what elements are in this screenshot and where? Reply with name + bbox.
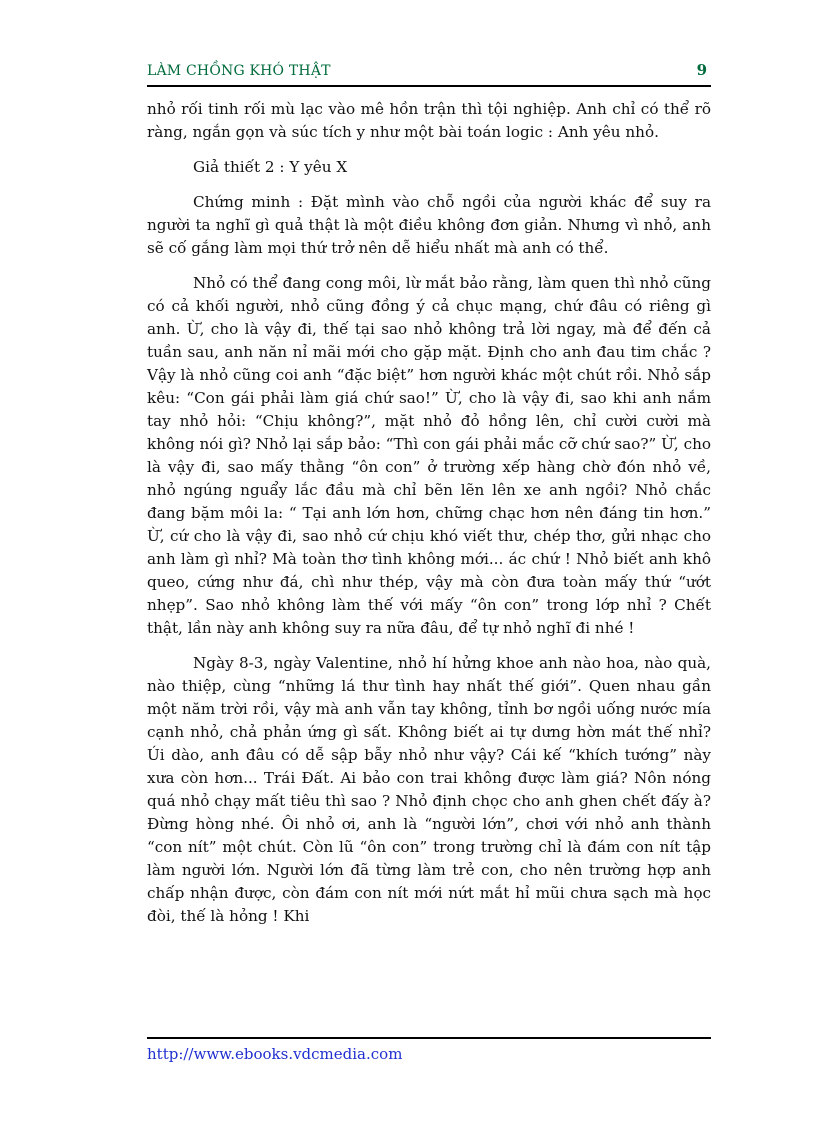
paragraph-continuation: nhỏ rối tinh rối mù lạc vào mê hồn trận thì tội nghiệp. Anh chỉ có thể rõ ràng, ngắn gọn và súc tích y như một bài toán logic : Anh yêu nhỏ. [147, 100, 711, 141]
page-header [147, 61, 711, 87]
footer-url-link[interactable]: http://www.ebooks.vdcmedia.com [147, 1045, 403, 1063]
paragraph-hypothesis: Giả thiết 2 : Y yêu X [193, 158, 348, 176]
paragraph-main: Nhỏ có thể đang cong môi, lừ mắt bảo rằng, làm quen thì nhỏ cũng có cả khối người, nhỏ cũng đồng ý cả chục mạng, chứ đâu có riêng gì anh. Ừ, cho là vậy đi, thế tại sao nhỏ không trả lời ngay, mà để đến cả tuần sau, anh năn nỉ mãi mới cho gặp mặt. Định cho anh đau tim chắc ? Vậy là nhỏ cũng coi anh “đặc biệt” hơn người khác một chút rồi. Nhỏ sắp kêu: “Con gái phải làm giá chứ sao!” Ừ, cho là vậy đi, sao khi anh nắm tay nhỏ hỏi: “Chịu không?”, mặt nhỏ đỏ hồng lên, chỉ cười cười mà không nói gì? Nhỏ lại sắp bảo: “Thì con gái phải mắc cỡ chứ sao?” Ừ, cho là vậy đi, sao mấy thằng “ôn con” ở trường xếp hàng chờ đón nhỏ về, nhỏ ngúng nguẩy lắc đầu mà chỉ bẽn lẽn lên xe anh ngồi? Nhỏ chắc đang bặm môi la: “ Tại anh lớn hơn, chững chạc hơn nên đáng tin hơn.” Ừ, cứ cho là vậy đi, sao nhỏ cứ chịu khó viết thư, chép thơ, gửi nhạc cho anh làm gì nhỉ? Mà toàn thơ tình không mới... ác chứ ! Nhỏ biết anh khô queo, cứng như đá, chì như thép, vậy mà còn đưa toàn mấy thứ “ướt nhẹp”. Sao nhỏ không làm thế với mấy “ôn con” trong lớp nhỉ ? Chết thật, lần này anh không suy ra nữa đâu, để tự nhỏ nghĩ đi nhé ! [147, 274, 711, 637]
paragraph-proof: Chứng minh : Đặt mình vào chỗ ngồi của người khác để suy ra người ta nghĩ gì quả thật là một điều không đơn giản. Nhưng vì nhỏ, anh sẽ cố gắng làm mọi thứ trở nên dễ hiểu nhất mà anh có thể. [147, 193, 711, 257]
page-footer [147, 1037, 711, 1063]
running-title: LÀM CHỒNG KHÓ THẬT [147, 63, 331, 79]
paragraph-valentine: Ngày 8-3, ngày Valentine, nhỏ hí hửng khoe anh nào hoa, nào quà, nào thiệp, cùng “những lá thư tình hay nhất thế giới”. Quen nhau gần một năm trời rồi, vậy mà anh vẫn tay không, tỉnh bơ ngồi uống nước mía cạnh nhỏ, chả phản ứng gì sất. Không biết ai tự dưng hờn mát thế nhỉ? Úi dào, anh đâu có dễ sập bẫy nhỏ như vậy? Cái kế “khích tướng” này xưa còn hơn... Trái Đất. Ai bảo con trai không được làm giá? Nôn nóng quá nhỏ chạy mất tiêu thì sao ? Nhỏ định chọc cho anh ghen chết đấy à? Đừng hòng nhé. Ôi nhỏ ơi, anh là “người lớn”, chơi với nhỏ anh thành “con nít” một chút. Còn lũ “ôn con” trong trường chỉ là đám con nít tập làm người lớn. Người lớn đã từng làm trẻ con, cho nên trường hợp anh chấp nhận được, còn đám con nít mới nứt mắt hỉ mũi chưa sạch mà học đòi, thế là hỏng ! Khi [147, 654, 711, 925]
page-number: 9 [696, 61, 707, 79]
page-body [147, 98, 711, 940]
